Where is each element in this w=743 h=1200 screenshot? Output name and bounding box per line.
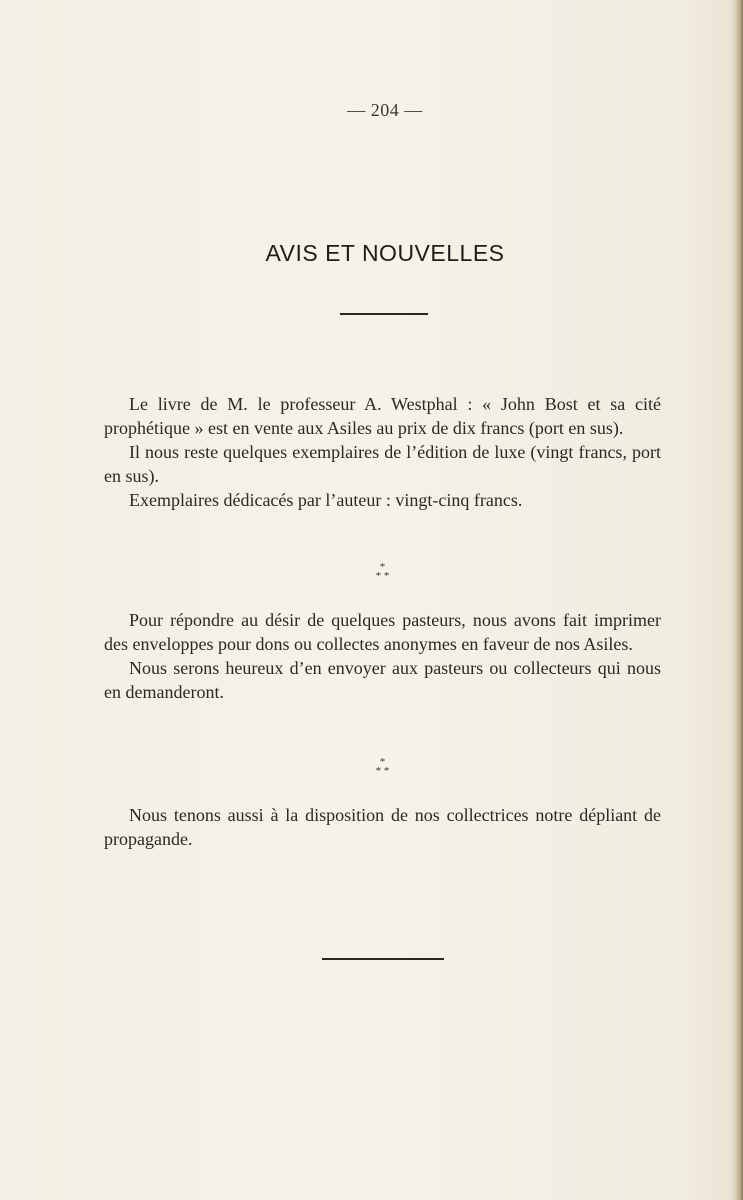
notice-block-leaflet (104, 803, 661, 851)
paragraph: Exemplaires dédicacés par l’auteur : vingt-cinq francs. (129, 490, 523, 510)
page-number: — 204 — (347, 100, 423, 120)
paragraph: Il nous reste quelques exemplaires de l’édition de luxe (vingt francs, port en sus). (104, 442, 661, 486)
end-rule (322, 958, 444, 960)
asterism-separator (0, 563, 743, 581)
paragraph: Nous serons heureux d’en envoyer aux pasteurs ou collecteurs qui nous en demanderont. (104, 658, 661, 702)
page-edge (731, 0, 743, 1200)
asterism-top: * (379, 756, 386, 768)
asterism-bottom: * * (375, 570, 390, 582)
paragraph: Le livre de M. le professeur A. Westphal : « John Bost et sa cité prophétique » est en vente aux Asiles au prix de dix francs (port en sus). (104, 394, 661, 438)
notice-block-envelopes (104, 608, 661, 704)
asterism-separator (0, 758, 743, 776)
asterism-bottom: * * (375, 765, 390, 777)
asterism-top: * (379, 561, 386, 573)
paragraph: Nous tenons aussi à la disposition de nos collectrices notre dépliant de propagande. (104, 805, 661, 849)
notice-block-book (104, 392, 661, 512)
paragraph: Pour répondre au désir de quelques pasteurs, nous avons fait imprimer des enveloppes pour dons ou collectes anonymes en faveur de nos Asiles. (104, 610, 661, 654)
title-rule (340, 313, 428, 315)
section-title: AVIS ET NOUVELLES (265, 240, 505, 266)
